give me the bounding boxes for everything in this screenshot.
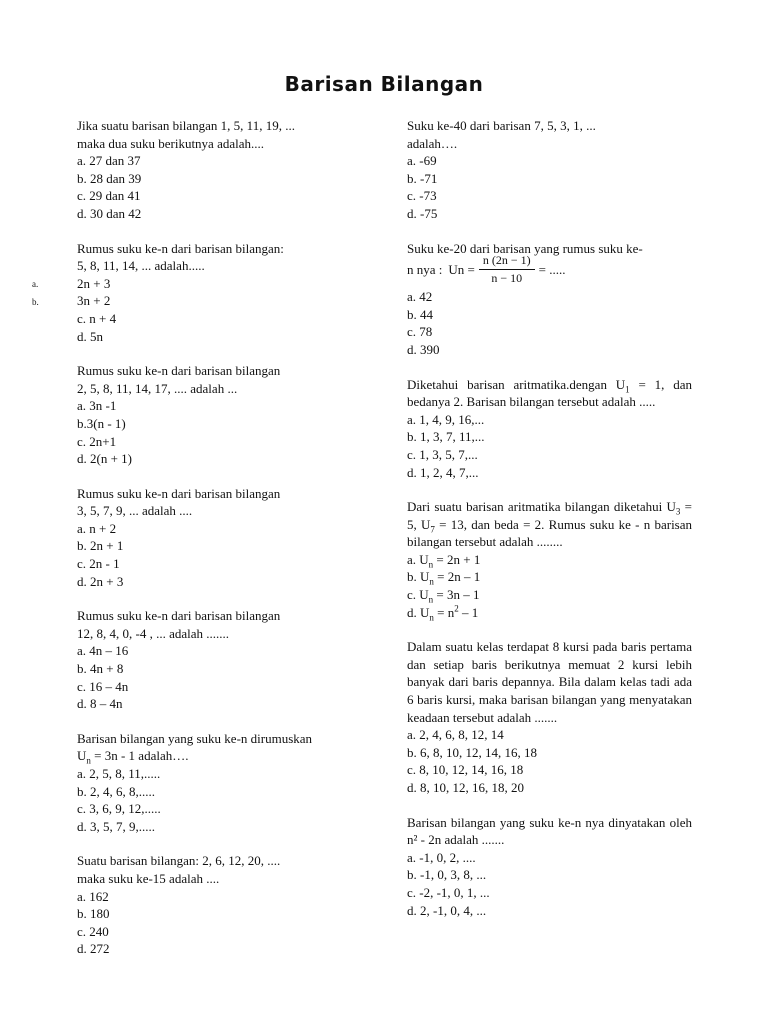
option-a: a. 3n -1 <box>77 398 117 414</box>
question-11 <box>407 498 692 621</box>
option-b: b. -1, 0, 3, 8, ... <box>407 867 487 883</box>
option-a: a. 2, 5, 8, 11,..... <box>77 766 161 781</box>
question-stem: Rumus suku ke-n dari barisan bilangan <box>77 363 281 379</box>
option-d: d. 2, -1, 0, 4, ... <box>407 902 487 918</box>
question-13 <box>407 814 692 920</box>
option-b: b. 4n + 8 <box>77 661 124 677</box>
question-stem: Suatu barisan bilangan: 2, 6, 12, 20, .... <box>77 853 281 869</box>
formula-denominator: n − 10 <box>491 271 523 286</box>
option-b: b. 2, 4, 6, 8,..... <box>77 783 155 799</box>
option-d: d. 8, 10, 12, 16, 18, 20 <box>407 780 524 795</box>
option-c: c. -2, -1, 0, 1, ... <box>407 884 490 900</box>
right-column <box>407 117 692 919</box>
question-stem: maka suku ke-15 adalah .... <box>77 870 220 886</box>
option-c: c. 29 dan 41 <box>77 188 141 204</box>
option-c: c. 78 <box>407 324 433 340</box>
option-c: c. 2n+1 <box>77 433 117 449</box>
left-column <box>77 117 367 958</box>
option-c: c. 16 – 4n <box>77 678 129 694</box>
option-b: b. $U_n = 2n - 1$ <box>407 569 481 588</box>
option-d: d. 390 <box>407 341 440 357</box>
question-stem: Diketahui barisan aritmatika.dengan $U_1 = 1$, dan bedanya 2. Barisan bilangan tersebut adalah ..... <box>407 376 693 410</box>
question-8 <box>407 117 692 223</box>
question-3 <box>77 362 367 468</box>
question-stem: 2, 5, 8, 11, 14, 17, .... adalah ... <box>77 380 238 396</box>
option-d: d. 8 – 4n <box>77 696 123 712</box>
option-a: 2n + 3 <box>77 275 111 291</box>
option-d: d. 5n <box>77 328 103 344</box>
option-d: d. 2n + 3 <box>77 573 124 589</box>
question-10 <box>407 376 692 482</box>
option-a: a. 162 <box>77 888 109 904</box>
option-a: a. 1, 4, 9, 16,... <box>407 411 485 427</box>
option-b: 3n + 2 <box>77 293 111 309</box>
option-d: d. 272 <box>77 941 110 957</box>
question-12 <box>407 638 692 796</box>
option-d: d. 30 dan 42 <box>77 205 142 221</box>
question-stem: 12, 8, 4, 0, -4 , ... adalah ....... <box>77 625 230 641</box>
option-c: c. 2n - 1 <box>77 556 120 572</box>
question-stem: Barisan bilangan yang suku ke-n nya dinyatakan oleh n² - 2n adalah ....... <box>407 814 692 848</box>
option-d: d. $U_n = n^2 - 1$ <box>407 603 479 623</box>
question-4 <box>77 485 367 591</box>
question-stem: Dalam suatu kelas terdapat 8 kursi pada baris pertama dan setiap baris berikutnya memuat 2 kursi lebih banyak dari baris depannya. Bila dalam kelas tadi ada 6 baris kursi, maka barisan bilangan yang menyatakan keadaan tersebut adalah ....... <box>407 639 692 725</box>
option-b: b. -71 <box>407 170 438 186</box>
option-d: d. 3, 5, 7, 9,..... <box>77 818 155 834</box>
side-label-a: a. <box>32 279 39 289</box>
question-5 <box>77 607 367 713</box>
option-b: b. 180 <box>77 906 110 922</box>
option-c: c. n + 4 <box>77 310 117 326</box>
option-c: c. 1, 3, 5, 7,... <box>407 446 478 462</box>
page-title: Barisan Bilangan <box>284 72 484 96</box>
option-c: c. 240 <box>77 923 109 939</box>
question-9 <box>407 240 692 359</box>
option-c: c. 3, 6, 9, 12,..... <box>77 801 161 817</box>
question-stem: Rumus suku ke-n dari barisan bilangan <box>77 485 281 501</box>
question-stem: 3, 5, 7, 9, ... adalah .... <box>77 503 193 519</box>
question-stem: adalah…. <box>407 135 458 151</box>
question-stem: Rumus suku ke-n dari barisan bilangan: <box>77 240 284 256</box>
option-b: b. 1, 3, 7, 11,... <box>407 429 485 445</box>
option-b: b. 2n + 1 <box>77 538 124 554</box>
formula-numerator: n (2n − 1) <box>479 253 535 270</box>
option-c: c. 8, 10, 12, 14, 16, 18 <box>407 762 524 778</box>
formula-rhs: = ..... <box>538 261 566 277</box>
option-a: a. $U_n = 2n + 1$ <box>407 551 481 570</box>
formula-fraction <box>479 253 535 286</box>
question-stem: Suku ke-40 dari barisan 7, 5, 3, 1, ... <box>407 118 596 133</box>
question-stem: Rumus suku ke-n dari barisan bilangan <box>77 608 281 624</box>
question-stem: Suku ke-20 dari barisan yang rumus suku ke- <box>407 240 643 256</box>
option-a: a. 4n – 16 <box>77 643 129 659</box>
question-1 <box>77 117 367 223</box>
option-b: b. 44 <box>407 306 433 322</box>
option-b: b. 28 dan 39 <box>77 170 142 186</box>
question-stem: Barisan bilangan yang suku ke-n dirumuskan <box>77 730 313 746</box>
question-7 <box>77 852 367 958</box>
option-c: c. $U_n = 3n - 1$ <box>407 587 480 605</box>
option-d: d. 2(n + 1) <box>77 451 132 467</box>
option-a: a. -1, 0, 2, .... <box>407 849 476 865</box>
option-b: b. 6, 8, 10, 12, 14, 16, 18 <box>407 744 537 760</box>
option-a: a. -69 <box>407 153 437 169</box>
option-b: b.3(n - 1) <box>77 415 126 431</box>
question-stem: maka dua suku berikutnya adalah.... <box>77 135 264 151</box>
formula-line <box>407 253 692 286</box>
question-stem: $U_n = 3n - 1$ adalah…. <box>77 748 189 766</box>
option-a: a. 42 <box>407 289 433 305</box>
side-label-b: b. <box>32 297 39 307</box>
option-d: d. -75 <box>407 205 438 221</box>
question-stem: Dari suatu barisan aritmatika bilangan diketahui $U_3 = 5$, $U_7 = 13$, dan beda = 2. Rumus suku ke - n barisan bilangan tersebut adalah ........ <box>407 499 693 550</box>
option-d: d. 1, 2, 4, 7,... <box>407 464 479 480</box>
question-stem: n nya : <box>407 261 443 277</box>
option-c: c. -73 <box>407 188 437 204</box>
formula-lhs: Un = <box>448 261 475 277</box>
option-a: a. 27 dan 37 <box>77 153 141 169</box>
option-a: a. 2, 4, 6, 8, 12, 14 <box>407 727 504 743</box>
question-2 <box>77 240 367 346</box>
option-a: a. n + 2 <box>77 520 117 536</box>
question-6 <box>77 730 367 836</box>
question-stem: Jika suatu barisan bilangan 1, 5, 11, 19, ... <box>77 118 295 133</box>
question-stem: 5, 8, 11, 14, ... adalah..... <box>77 258 205 274</box>
